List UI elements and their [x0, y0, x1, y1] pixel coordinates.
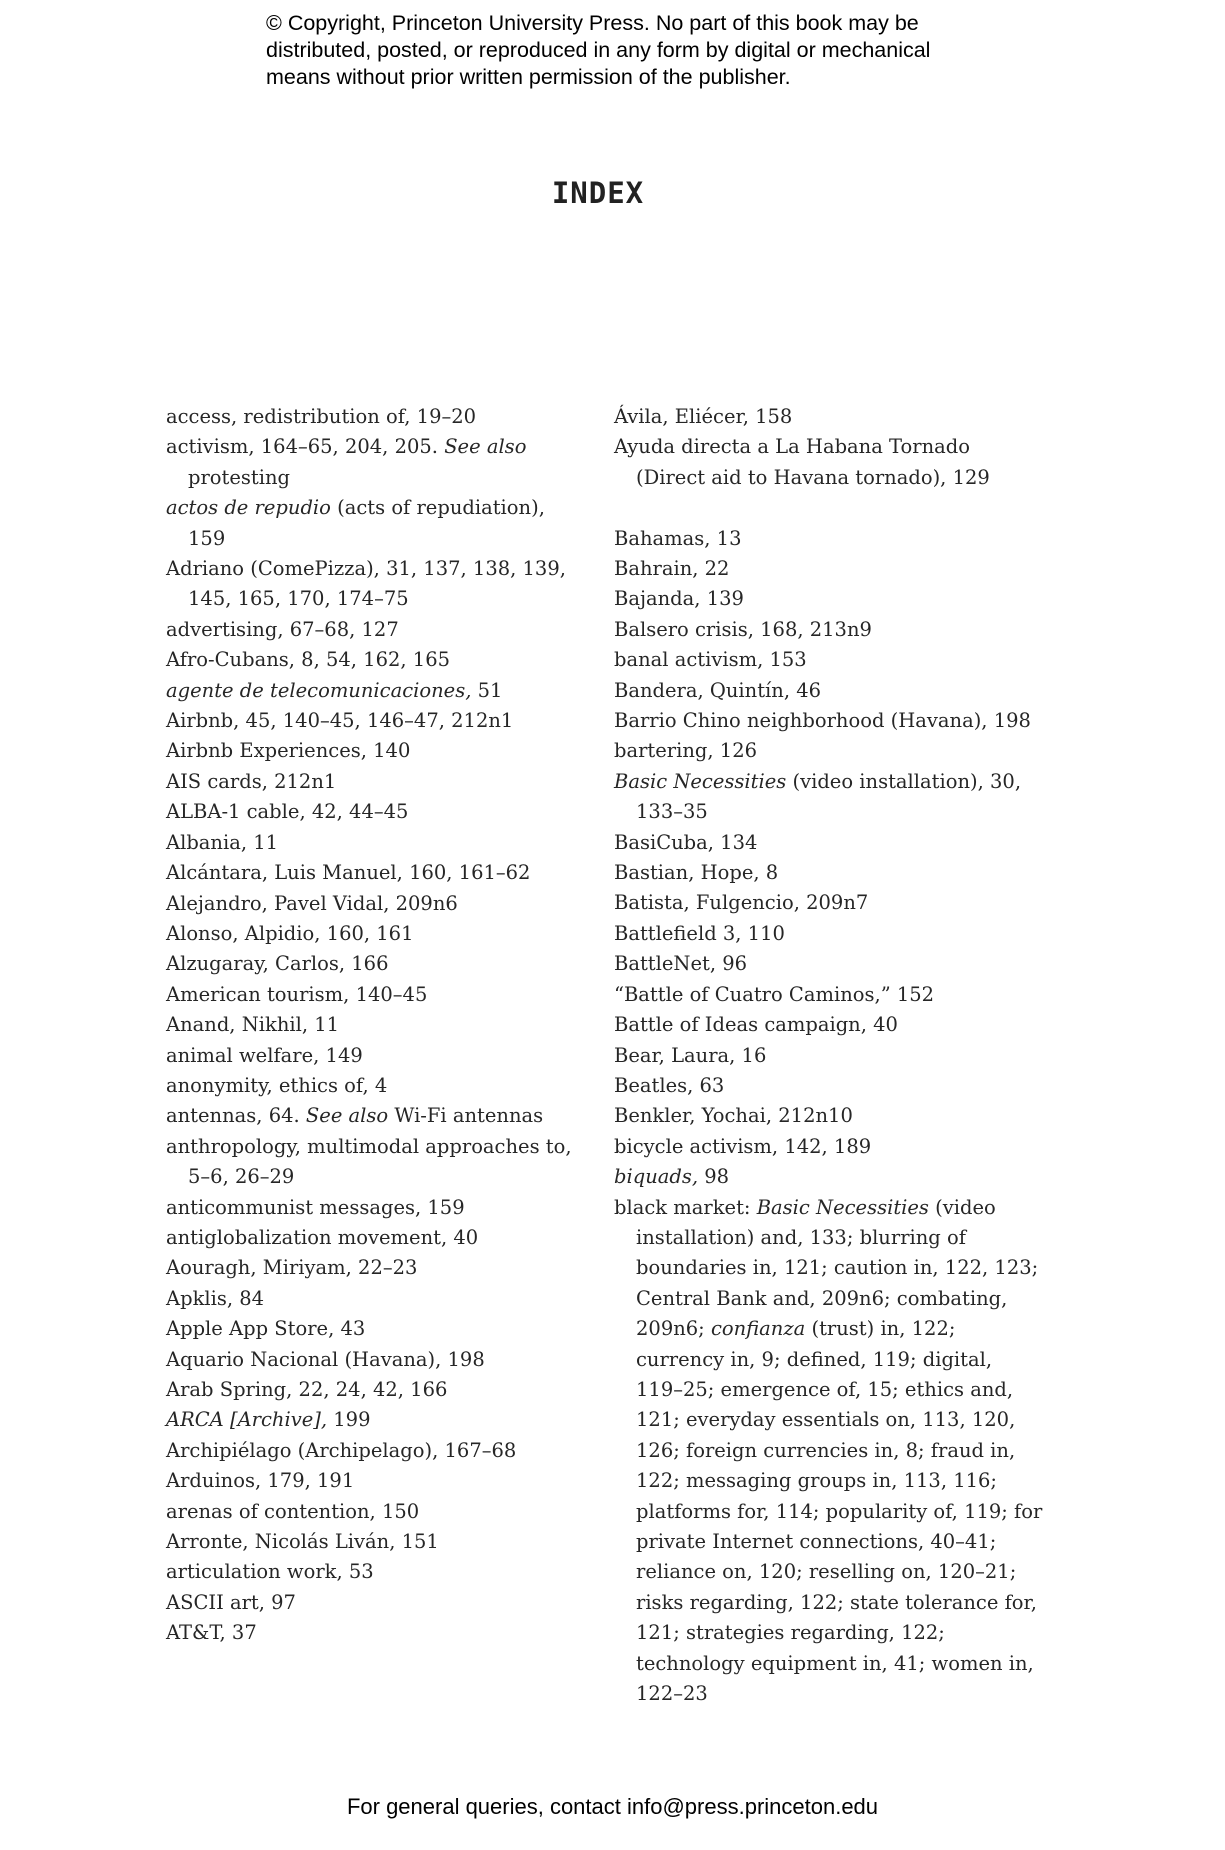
entry-italic: See also	[305, 1104, 389, 1128]
index-entry	[614, 1101, 1044, 1131]
index-entry	[166, 1314, 586, 1344]
entry-text: access, redistribution of, 19–20	[166, 405, 477, 428]
entry-text: BasiCuba, 134	[614, 830, 758, 854]
entry-text: Airbnb Experiences, 140	[166, 739, 411, 763]
index-entry	[166, 1071, 586, 1101]
index-entry	[166, 736, 586, 766]
index-entry	[166, 1253, 586, 1283]
index-entry	[614, 949, 1044, 979]
entry-text: banal activism, 153	[614, 648, 807, 672]
entry-text: Battle of Ideas campaign, 40	[614, 1013, 898, 1037]
entry-text: AT&T, 37	[166, 1621, 257, 1645]
index-column-left	[166, 402, 586, 1649]
entry-text: Arab Spring, 22, 24, 42, 166	[166, 1378, 448, 1401]
entry-text: Archipiélago (Archipelago), 167–68	[166, 1438, 517, 1462]
section-gap	[614, 493, 1044, 523]
entry-text: Alzugaray, Carlos, 166	[166, 952, 389, 976]
entry-italic-term: biquads,	[614, 1165, 699, 1189]
entry-text: anonymity, ethics of, 4	[166, 1073, 388, 1097]
index-entry	[614, 1162, 1044, 1192]
entry-text: Afro-Cubans, 8, 54, 162, 165	[166, 648, 451, 672]
entry-italic-term: Basic Necessities	[614, 769, 787, 793]
entry-text: (acts of repudiation), 159	[188, 496, 545, 550]
entry-text: articulation work, 53	[166, 1560, 374, 1584]
entry-text: bartering, 126	[614, 739, 758, 763]
entry-text: Bandera, Quintín, 46	[614, 678, 822, 702]
index-entry	[166, 1618, 586, 1648]
entry-text: anthropology, multimodal approaches to, 5–6, 26–29	[166, 1134, 572, 1189]
index-entry	[166, 1588, 586, 1618]
entry-text: (video installation) and, 133; blurring of boundaries in, 121; caution in, 122, 123; Central Bank and, 209n6; combating, 209n6;	[636, 1195, 1039, 1341]
index-entry	[166, 1223, 586, 1253]
entry-italic-term: ARCA [Archive],	[166, 1408, 328, 1432]
index-entry	[166, 1284, 586, 1314]
index-entry	[166, 919, 586, 949]
index-entry	[614, 1071, 1044, 1101]
index-entry	[166, 949, 586, 979]
index-entry	[614, 645, 1044, 675]
index-entry	[166, 1193, 586, 1223]
entry-text: Bajanda, 139	[614, 587, 744, 611]
entry-text: (video installation), 30, 133–35	[636, 769, 1022, 824]
entry-text: Alejandro, Pavel Vidal, 209n6	[166, 891, 458, 915]
entry-text: ALBA-1 cable, 42, 44–45	[166, 800, 409, 824]
entry-text: Anand, Nikhil, 11	[166, 1013, 340, 1037]
entry-text: antiglobalization movement, 40	[166, 1225, 479, 1249]
page-title: INDEX	[551, 176, 645, 210]
index-entry	[166, 858, 586, 888]
entry-text: Aouragh, Miriyam, 22–23	[166, 1256, 418, 1280]
entry-text: animal welfare, 149	[166, 1043, 363, 1067]
entry-text: Ayuda directa a La Habana Tornado (Direct aid to Havana tornado), 129	[614, 435, 990, 489]
index-entry	[166, 889, 586, 919]
entry-italic-term: agente de telecomunicaciones,	[166, 678, 472, 702]
entry-text: Arronte, Nicolás Liván, 151	[166, 1530, 439, 1554]
index-entry	[166, 1345, 586, 1375]
index-entry	[166, 615, 586, 645]
entry-text: Airbnb, 45, 140–45, 146–47, 212n1	[166, 709, 514, 733]
index-entry	[614, 615, 1044, 645]
entry-text: ASCII art, 97	[166, 1590, 296, 1614]
entry-text: protesting	[188, 465, 291, 489]
entry-text: 199	[327, 1408, 371, 1432]
entry-text: Beatles, 63	[614, 1073, 725, 1097]
entry-text: American tourism, 140–45	[166, 982, 428, 1006]
index-entry	[166, 493, 586, 554]
index-entry	[166, 1375, 586, 1405]
entry-text: Adriano (ComePizza), 31, 137, 138, 139, 145, 165, 170, 174–75	[166, 557, 566, 611]
entry-text: arenas of contention, 150	[166, 1499, 420, 1523]
entry-text: Bear, Laura, 16	[614, 1043, 767, 1067]
entry-text: Apklis, 84	[166, 1286, 265, 1310]
entry-italic: confianza	[710, 1317, 806, 1341]
index-entry	[614, 1193, 1044, 1710]
entry-text: AIS cards, 212n1	[166, 769, 337, 793]
entry-text: Arduinos, 179, 191	[166, 1469, 355, 1493]
entry-text: Albania, 11	[166, 830, 279, 854]
index-entry	[166, 554, 586, 615]
index-entry	[166, 645, 586, 675]
entry-text: advertising, 67–68, 127	[166, 617, 399, 641]
index-entry	[614, 1132, 1044, 1162]
index-entry	[614, 980, 1044, 1010]
entry-text: 51	[471, 678, 503, 702]
entry-italic-term: actos de repudio	[166, 496, 331, 520]
entry-text: anticommunist messages, 159	[166, 1195, 465, 1219]
entry-text: Alonso, Alpidio, 160, 161	[166, 921, 414, 945]
index-entry	[166, 1010, 586, 1040]
copyright-line: distributed, posted, or reproduced in any form by digital or mechanical	[266, 38, 931, 62]
copyright-notice	[266, 10, 1026, 91]
entry-text: “Battle of Cuatro Caminos,” 152	[614, 982, 935, 1006]
index-entry	[614, 736, 1044, 766]
index-entry	[614, 888, 1044, 918]
index-column-right	[614, 402, 1044, 1709]
index-entry	[614, 524, 1044, 554]
entry-text: Bahamas, 13	[614, 526, 742, 550]
index-entry	[614, 767, 1044, 828]
copyright-line: © Copyright, Princeton University Press. No part of this book may be	[266, 11, 919, 35]
entry-text: Batista, Fulgencio, 209n7	[614, 891, 869, 915]
index-entry	[166, 402, 586, 432]
entry-text: Benkler, Yochai, 212n10	[614, 1104, 853, 1128]
index-entry	[614, 828, 1044, 858]
entry-text: (trust) in, 122; currency in, 9; defined, 119; digital, 119–25; emergence of, 15; ethics and, 121; everyday essentials on, 113, 120, 126; foreign currencies in, 8; fraud in, 122; messaging groups in, 113, 116; platforms for, 114; popularity of, 119; for private Internet connections, 40–41; reliance on, 120; reselling on, 120–21; risks regarding, 122; state tolerance for, 121; strategies regarding, 122; technology equipment in, 41; women in, 122–23	[636, 1317, 1043, 1706]
index-entry	[614, 919, 1044, 949]
entry-text: Barrio Chino neighborhood (Havana), 198	[614, 709, 1031, 733]
entry-text: Alcántara, Luis Manuel, 160, 161–62	[166, 861, 531, 885]
index-entry	[166, 1405, 586, 1435]
index-entry	[166, 1041, 586, 1071]
entry-italic: See also	[444, 435, 527, 459]
index-entry	[166, 1436, 586, 1466]
entry-italic: Basic Necessities	[756, 1195, 929, 1219]
index-entry	[166, 828, 586, 858]
entry-text: Battlefield 3, 110	[614, 921, 785, 945]
entry-text: Ávila, Eliécer, 158	[614, 405, 793, 428]
index-entry	[166, 1527, 586, 1557]
entry-text: BattleNet, 96	[614, 952, 748, 976]
entry-text: Wi-Fi antennas	[388, 1104, 544, 1128]
entry-text: antennas, 64.	[166, 1104, 306, 1128]
entry-text: 98	[698, 1165, 730, 1189]
entry-text: Balsero crisis, 168, 213n9	[614, 617, 872, 641]
index-entry	[614, 706, 1044, 736]
index-entry	[614, 1041, 1044, 1071]
index-entry	[166, 1557, 586, 1587]
entry-text: Aquario Nacional (Havana), 198	[166, 1347, 485, 1371]
entry-text: black market:	[614, 1195, 757, 1219]
index-entry	[614, 432, 1044, 493]
index-entry	[166, 1101, 586, 1131]
index-entry	[166, 432, 586, 493]
index-entry	[614, 858, 1044, 888]
index-entry	[614, 554, 1044, 584]
entry-text: bicycle activism, 142, 189	[614, 1134, 872, 1158]
index-entry	[166, 797, 586, 827]
index-entry	[614, 584, 1044, 614]
index-entry	[166, 1132, 586, 1193]
entry-text: Bahrain, 22	[614, 557, 730, 581]
index-entry	[166, 706, 586, 736]
index-entry	[614, 402, 1044, 432]
index-entry	[614, 676, 1044, 706]
entry-text: Bastian, Hope, 8	[614, 861, 779, 885]
footer-contact: For general queries, contact info@press.princeton.edu	[346, 1794, 879, 1819]
entry-text: Apple App Store, 43	[166, 1317, 366, 1341]
index-entry	[614, 1010, 1044, 1040]
index-entry	[166, 980, 586, 1010]
index-entry	[166, 767, 586, 797]
index-entry	[166, 676, 586, 706]
index-entry	[166, 1466, 586, 1496]
entry-text: activism, 164–65, 204, 205.	[166, 435, 445, 459]
copyright-line: means without prior written permission of the publisher.	[266, 65, 791, 89]
index-entry	[166, 1497, 586, 1527]
